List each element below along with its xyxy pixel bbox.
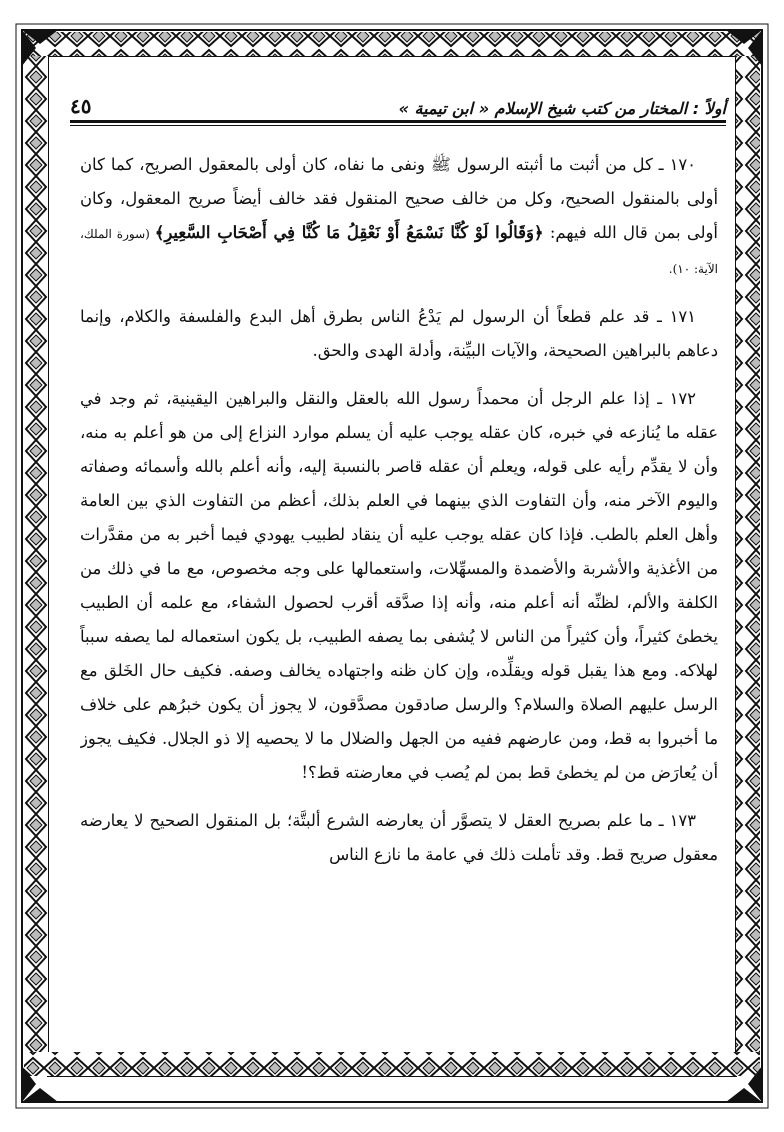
paragraph-number: ١٧٣ <box>669 811 696 830</box>
paragraph-text: ـ قد علم قطعاً أن الرسول لم يَدْعُ الناس بطرق أهل البدع والفلسفة والكلام، وإنما دعاهم بالبراهين الصحيحة، والآيات البيِّنة، وأدلة الهدى والحق. <box>80 307 718 360</box>
paragraph-text: ـ إذا علم الرجل أن محمداً رسول الله بالعقل والنقل والبراهين اليقينية، ثم وجد في عقله ما يُنازعه في خبره، كان عقله يوجب عليه أن يسلم موارد النزاع إلى من هو أعلم به منه، وأن لا يقدِّم رأيه على قوله، ويعلم أن عقله قاصر بالنسبة إليه، وأنه أعلم بالله وأسمائه وصفاته واليوم الآخر منه، وأن التفاوت الذي بينهما في العلم بذلك، أعظم من التفاوت الذي بين العامة وأهل العلم بالطب. فإذا كان عقله يوجب عليه أن ينقاد لطبيب يهودي فيما أخبر به من مقدَّرات من الأغذية والأشربة والأضمدة والمسهِّلات، واستعمالها على وجه مخصوص، مع ما في ذلك من الكلفة والألم، لظنِّه أنه أعلم منه، وأنه إذا صدَّقه أقرب لحصول الشفاء، مع علمه أن الطبيب يخطئ كثيراً، وأن كثيراً من الناس لا يُشفى بما يصفه الطبيب، بل يكون استعماله لما يصفه سبباً لهلاكه. ومع هذا يقبل قوله ويقلِّده، وإن كان ظنه واجتهاده يخالف وصفه. فكيف حال الخَلق مع الرسل عليهم الصلاة والسلام؟ والرسل صادقون مصدَّقون، لا يجوز أن يكون خبرُهم على خلاف ما أخبروا به قط، ومن عارضهم ففيه من الجهل والضلال ما لا يحصيه إلا ذو الجلال. فكيف يجوز أن يُعارَض من لم يخطئ قط بمن لم يُصب في معارضته قط؟! <box>80 389 718 782</box>
paragraph-number: ١٧٢ <box>669 389 696 408</box>
paragraph-171 <box>80 300 718 368</box>
paragraph-170 <box>80 148 718 286</box>
header-rule-thin <box>70 125 726 126</box>
paragraph-text: ـ ما علم بصريح العقل لا يتصوَّر أن يعارضه الشرع ألبتَّة؛ بل المنقول الصحيح لا يعارضه معقول صريح قط. وقد تأملت ذلك في عامة ما نازع الناس <box>80 811 718 864</box>
quran-verse: ﴿وَقَالُوا لَوْ كُنَّا نَسْمَعُ أَوْ نَعْقِلُ مَا كُنَّا فِي أَصْحَابِ السَّعِيرِ﴾ <box>154 223 544 242</box>
paragraph-text: ـ كل من أثبت ما أثبته الرسول ﷺ ونفى ما نفاه، كان أولى بالمعقول الصريح، كما كان أولى بالمنقول الصحيح، وكل من خالف صحيح المنقول فقد خالف أيضاً صريح المعقول، وكان أولى بمن قال الله فيهم: <box>80 155 718 242</box>
paragraph-number: ١٧١ <box>669 307 696 326</box>
running-title: أولاً : المختار من كتب شيخ الإسلام « ابن تيمية » <box>398 99 726 118</box>
header-rule <box>70 120 726 123</box>
paragraph-173 <box>80 804 718 872</box>
body-text <box>80 148 718 1028</box>
paragraph-number: ١٧٠ <box>669 155 696 174</box>
page-header <box>70 88 726 118</box>
verse-reference: (سورة الملك، الآية: ١٠). <box>80 227 718 276</box>
page-number: ٤٥ <box>70 94 92 118</box>
paragraph-172 <box>80 382 718 790</box>
